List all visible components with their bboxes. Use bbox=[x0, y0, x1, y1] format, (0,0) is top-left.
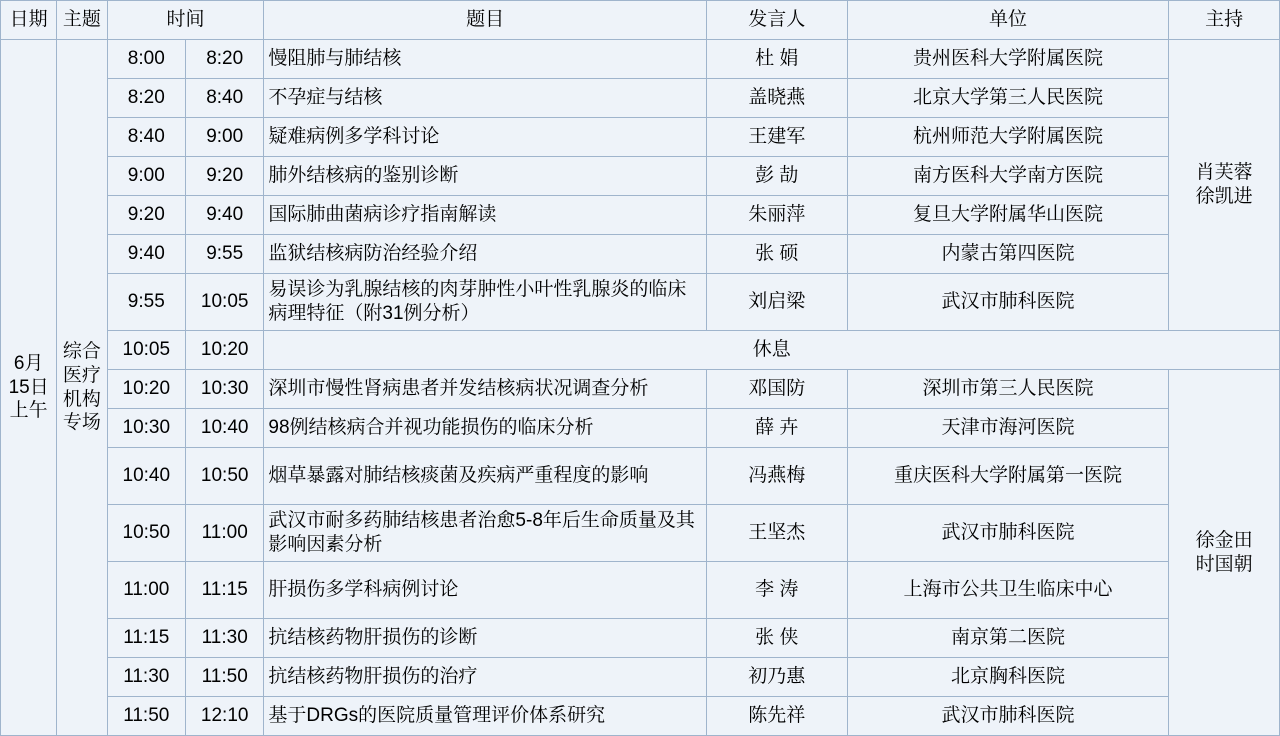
speaker-cell: 王坚杰 bbox=[706, 505, 847, 562]
table-row bbox=[1, 619, 1280, 658]
end-time-cell: 9:40 bbox=[185, 196, 263, 235]
unit-cell: 内蒙古第四医院 bbox=[847, 235, 1169, 274]
title-cell: 烟草暴露对肺结核痰菌及疾病严重程度的影响 bbox=[264, 448, 706, 505]
end-time-cell: 11:30 bbox=[185, 619, 263, 658]
unit-cell: 天津市海河医院 bbox=[847, 409, 1169, 448]
end-time-cell: 10:50 bbox=[185, 448, 263, 505]
host-cell: 徐金田 时国朝 bbox=[1169, 370, 1280, 736]
speaker-cell: 朱丽萍 bbox=[706, 196, 847, 235]
table-row bbox=[1, 505, 1280, 562]
title-cell: 疑难病例多学科讨论 bbox=[264, 118, 706, 157]
unit-cell: 南方医科大学南方医院 bbox=[847, 157, 1169, 196]
unit-cell: 南京第二医院 bbox=[847, 619, 1169, 658]
end-time-cell: 11:50 bbox=[185, 658, 263, 697]
start-time-cell: 10:40 bbox=[107, 448, 185, 505]
end-time-cell: 9:55 bbox=[185, 235, 263, 274]
header-date: 日期 bbox=[1, 1, 57, 40]
end-time-cell: 8:40 bbox=[185, 79, 263, 118]
end-time-cell: 12:10 bbox=[185, 697, 263, 736]
host-cell: 肖芙蓉 徐凯进 bbox=[1169, 40, 1280, 331]
unit-cell: 武汉市肺科医院 bbox=[847, 697, 1169, 736]
unit-cell: 复旦大学附属华山医院 bbox=[847, 196, 1169, 235]
title-cell: 肺外结核病的鉴别诊断 bbox=[264, 157, 706, 196]
end-time-cell: 9:00 bbox=[185, 118, 263, 157]
table-row bbox=[1, 235, 1280, 274]
speaker-cell: 杜 娟 bbox=[706, 40, 847, 79]
table-row bbox=[1, 448, 1280, 505]
title-cell: 深圳市慢性肾病患者并发结核病状况调查分析 bbox=[264, 370, 706, 409]
end-time-cell: 10:05 bbox=[185, 274, 263, 331]
start-time-cell: 10:05 bbox=[107, 331, 185, 370]
unit-cell: 深圳市第三人民医院 bbox=[847, 370, 1169, 409]
speaker-cell: 盖晓燕 bbox=[706, 79, 847, 118]
speaker-cell: 李 涛 bbox=[706, 562, 847, 619]
speaker-cell: 初乃惠 bbox=[706, 658, 847, 697]
topic-cell: 综合医疗机构专场 bbox=[57, 40, 107, 736]
start-time-cell: 9:00 bbox=[107, 157, 185, 196]
speaker-cell: 张 硕 bbox=[706, 235, 847, 274]
start-time-cell: 9:55 bbox=[107, 274, 185, 331]
header-speaker: 发言人 bbox=[706, 1, 847, 40]
date-cell: 6月 15日 上午 bbox=[1, 40, 57, 736]
speaker-cell: 邓国防 bbox=[706, 370, 847, 409]
title-cell: 不孕症与结核 bbox=[264, 79, 706, 118]
end-time-cell: 8:20 bbox=[185, 40, 263, 79]
start-time-cell: 9:40 bbox=[107, 235, 185, 274]
unit-cell: 重庆医科大学附属第一医院 bbox=[847, 448, 1169, 505]
title-cell: 抗结核药物肝损伤的治疗 bbox=[264, 658, 706, 697]
start-time-cell: 11:00 bbox=[107, 562, 185, 619]
start-time-cell: 10:20 bbox=[107, 370, 185, 409]
end-time-cell: 11:15 bbox=[185, 562, 263, 619]
title-cell: 监狱结核病防治经验介绍 bbox=[264, 235, 706, 274]
break-cell: 休息 bbox=[264, 331, 1280, 370]
title-cell: 慢阻肺与肺结核 bbox=[264, 40, 706, 79]
title-cell: 武汉市耐多药肺结核患者治愈5-8年后生命质量及其影响因素分析 bbox=[264, 505, 706, 562]
speaker-cell: 刘启梁 bbox=[706, 274, 847, 331]
end-time-cell: 10:30 bbox=[185, 370, 263, 409]
speaker-cell: 张 侠 bbox=[706, 619, 847, 658]
table-row bbox=[1, 40, 1280, 79]
end-time-cell: 10:20 bbox=[185, 331, 263, 370]
end-time-cell: 9:20 bbox=[185, 157, 263, 196]
table-row bbox=[1, 658, 1280, 697]
speaker-cell: 薛 卉 bbox=[706, 409, 847, 448]
table-row bbox=[1, 157, 1280, 196]
table-body bbox=[1, 40, 1280, 736]
unit-cell: 贵州医科大学附属医院 bbox=[847, 40, 1169, 79]
header-unit: 单位 bbox=[847, 1, 1169, 40]
title-cell: 抗结核药物肝损伤的诊断 bbox=[264, 619, 706, 658]
title-cell: 肝损伤多学科病例讨论 bbox=[264, 562, 706, 619]
title-cell: 国际肺曲菌病诊疗指南解读 bbox=[264, 196, 706, 235]
table-row bbox=[1, 331, 1280, 370]
start-time-cell: 9:20 bbox=[107, 196, 185, 235]
table-row bbox=[1, 118, 1280, 157]
header-time: 时间 bbox=[107, 1, 264, 40]
header-host: 主持 bbox=[1169, 1, 1280, 40]
table-row bbox=[1, 370, 1280, 409]
start-time-cell: 8:40 bbox=[107, 118, 185, 157]
start-time-cell: 10:50 bbox=[107, 505, 185, 562]
start-time-cell: 11:15 bbox=[107, 619, 185, 658]
title-cell: 98例结核病合并视功能损伤的临床分析 bbox=[264, 409, 706, 448]
table-header-row bbox=[1, 1, 1280, 40]
table-row bbox=[1, 697, 1280, 736]
start-time-cell: 8:00 bbox=[107, 40, 185, 79]
unit-cell: 武汉市肺科医院 bbox=[847, 274, 1169, 331]
header-topic: 主题 bbox=[57, 1, 107, 40]
start-time-cell: 8:20 bbox=[107, 79, 185, 118]
unit-cell: 北京胸科医院 bbox=[847, 658, 1169, 697]
header-title: 题目 bbox=[264, 1, 706, 40]
table-row bbox=[1, 196, 1280, 235]
table-row bbox=[1, 79, 1280, 118]
speaker-cell: 冯燕梅 bbox=[706, 448, 847, 505]
speaker-cell: 王建军 bbox=[706, 118, 847, 157]
unit-cell: 武汉市肺科医院 bbox=[847, 505, 1169, 562]
start-time-cell: 10:30 bbox=[107, 409, 185, 448]
end-time-cell: 11:00 bbox=[185, 505, 263, 562]
unit-cell: 杭州师范大学附属医院 bbox=[847, 118, 1169, 157]
table-row bbox=[1, 409, 1280, 448]
table-row bbox=[1, 562, 1280, 619]
start-time-cell: 11:50 bbox=[107, 697, 185, 736]
unit-cell: 北京大学第三人民医院 bbox=[847, 79, 1169, 118]
table-row bbox=[1, 274, 1280, 331]
unit-cell: 上海市公共卫生临床中心 bbox=[847, 562, 1169, 619]
speaker-cell: 陈先祥 bbox=[706, 697, 847, 736]
title-cell: 易误诊为乳腺结核的肉芽肿性小叶性乳腺炎的临床病理特征（附31例分析） bbox=[264, 274, 706, 331]
title-cell: 基于DRGs的医院质量管理评价体系研究 bbox=[264, 697, 706, 736]
end-time-cell: 10:40 bbox=[185, 409, 263, 448]
speaker-cell: 彭 劼 bbox=[706, 157, 847, 196]
start-time-cell: 11:30 bbox=[107, 658, 185, 697]
